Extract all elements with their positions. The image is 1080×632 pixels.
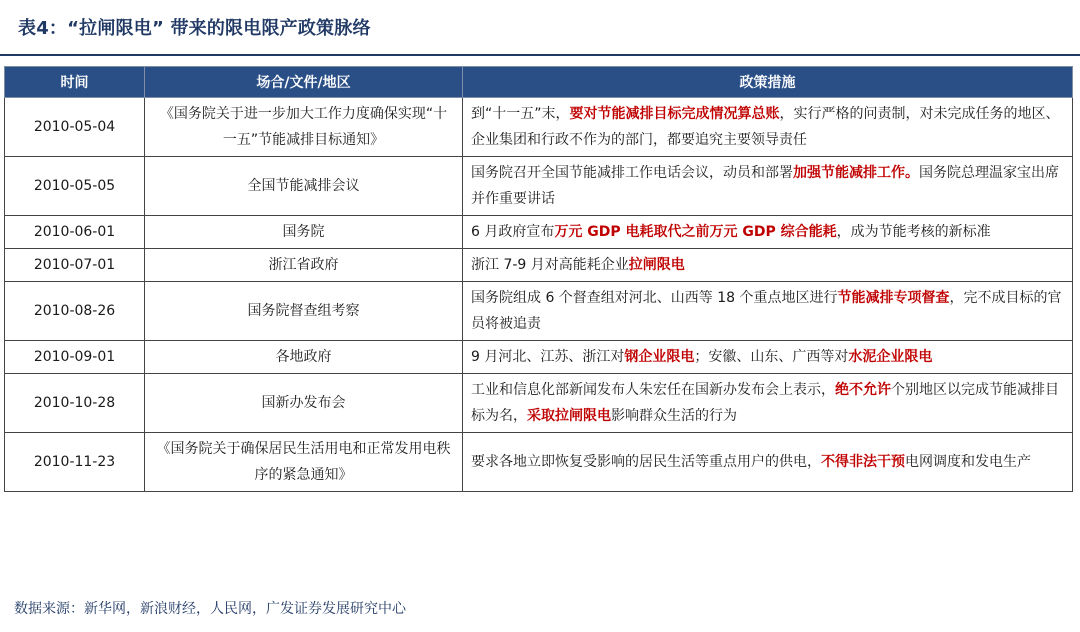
table-row: [5, 374, 1073, 433]
cell-time: 2010-10-28: [5, 374, 145, 433]
cell-time: 2010-11-23: [5, 433, 145, 492]
policy-text: 电网调度和发电生产: [905, 454, 1031, 470]
policy-table: [4, 66, 1073, 492]
table-row: [5, 98, 1073, 157]
policy-highlight: 采取拉闸限电: [527, 408, 611, 424]
table-row: [5, 433, 1073, 492]
cell-policy: [463, 433, 1073, 492]
policy-text: ，完不成目标的官员将被追责: [471, 290, 1062, 332]
header-time: 时间: [5, 67, 145, 98]
cell-time: 2010-05-05: [5, 157, 145, 216]
policy-text: ，成为节能考核的新标准: [836, 224, 991, 240]
policy-highlight: 节能减排专项督查: [837, 290, 950, 306]
cell-venue: 各地政府: [145, 341, 463, 374]
policy-text: 9 月河北、江苏、浙江对: [471, 349, 625, 365]
policy-text: 国务院召开全国节能减排工作电话会议，动员和部署: [471, 165, 793, 181]
cell-time: 2010-07-01: [5, 249, 145, 282]
table-row: [5, 157, 1073, 216]
cell-time: 2010-09-01: [5, 341, 145, 374]
policy-text: ，实行严格的问责制，对未完成任务的地区、企业集团和行政不作为的部门，都要追究主要领导责任: [471, 106, 1060, 148]
policy-highlight: 要对节能减排目标完成情况算总账: [569, 106, 780, 122]
policy-highlight: 不得非法干预: [821, 454, 905, 470]
policy-highlight: 钢企业限电: [624, 349, 695, 365]
table-header-row: [5, 67, 1073, 98]
policy-text: 要求各地立即恢复受影响的居民生活等重点用户的供电，: [471, 454, 821, 470]
cell-venue: 《国务院关于确保居民生活用电和正常发用电秩序的紧急通知》: [145, 433, 463, 492]
policy-text: 国务院总理温家宝出席并作重要讲话: [471, 165, 1059, 207]
cell-time: 2010-08-26: [5, 282, 145, 341]
table-row: [5, 249, 1073, 282]
policy-text: 到“十一五”末，: [471, 106, 570, 122]
title-rule: [0, 54, 1080, 56]
table-row: [5, 216, 1073, 249]
cell-venue: 国务院: [145, 216, 463, 249]
table-row: [5, 341, 1073, 374]
policy-highlight: 水泥企业限电: [848, 349, 933, 365]
cell-policy: [463, 249, 1073, 282]
policy-text: ；安徽、山东、广西等对: [694, 349, 849, 365]
cell-policy: [463, 216, 1073, 249]
policy-text: 6 月政府宣布: [471, 224, 555, 240]
data-source: 数据来源：新华网，新浪财经，人民网，广发证券发展研究中心: [14, 601, 406, 617]
policy-highlight: 绝不允许: [835, 382, 891, 398]
cell-venue: 《国务院关于进一步加大工作力度确保实现“十一五”节能减排目标通知》: [145, 98, 463, 157]
cell-policy: [463, 282, 1073, 341]
table-title: 表4：“拉闸限电” 带来的限电限产政策脉络: [18, 18, 371, 39]
cell-venue: 国务院督查组考察: [145, 282, 463, 341]
policy-text: 影响群众生活的行为: [611, 408, 737, 424]
policy-text: 个别地区以完成节能减排目标为名，: [471, 382, 1059, 424]
policy-text: 浙江 7-9 月对高能耗企业: [471, 257, 629, 273]
cell-policy: [463, 98, 1073, 157]
policy-text: 工业和信息化部新闻发布人朱宏任在国新办发布会上表示，: [471, 382, 835, 398]
cell-venue: 国新办发布会: [145, 374, 463, 433]
policy-highlight: 拉闸限电: [628, 257, 685, 273]
cell-policy: [463, 157, 1073, 216]
cell-policy: [463, 341, 1073, 374]
cell-venue: 浙江省政府: [145, 249, 463, 282]
cell-venue: 全国节能减排会议: [145, 157, 463, 216]
cell-time: 2010-06-01: [5, 216, 145, 249]
cell-time: 2010-05-04: [5, 98, 145, 157]
policy-highlight: 万元 GDP 电耗取代之前万元 GDP 综合能耗: [554, 224, 837, 240]
header-policy: 政策措施: [463, 67, 1073, 98]
header-venue: 场合/文件/地区: [145, 67, 463, 98]
table-row: [5, 282, 1073, 341]
cell-policy: [463, 374, 1073, 433]
policy-highlight: 加强节能减排工作。: [793, 165, 919, 181]
table-body: [5, 98, 1073, 492]
policy-text: 国务院组成 6 个督查组对河北、山西等 18 个重点地区进行: [471, 290, 838, 306]
